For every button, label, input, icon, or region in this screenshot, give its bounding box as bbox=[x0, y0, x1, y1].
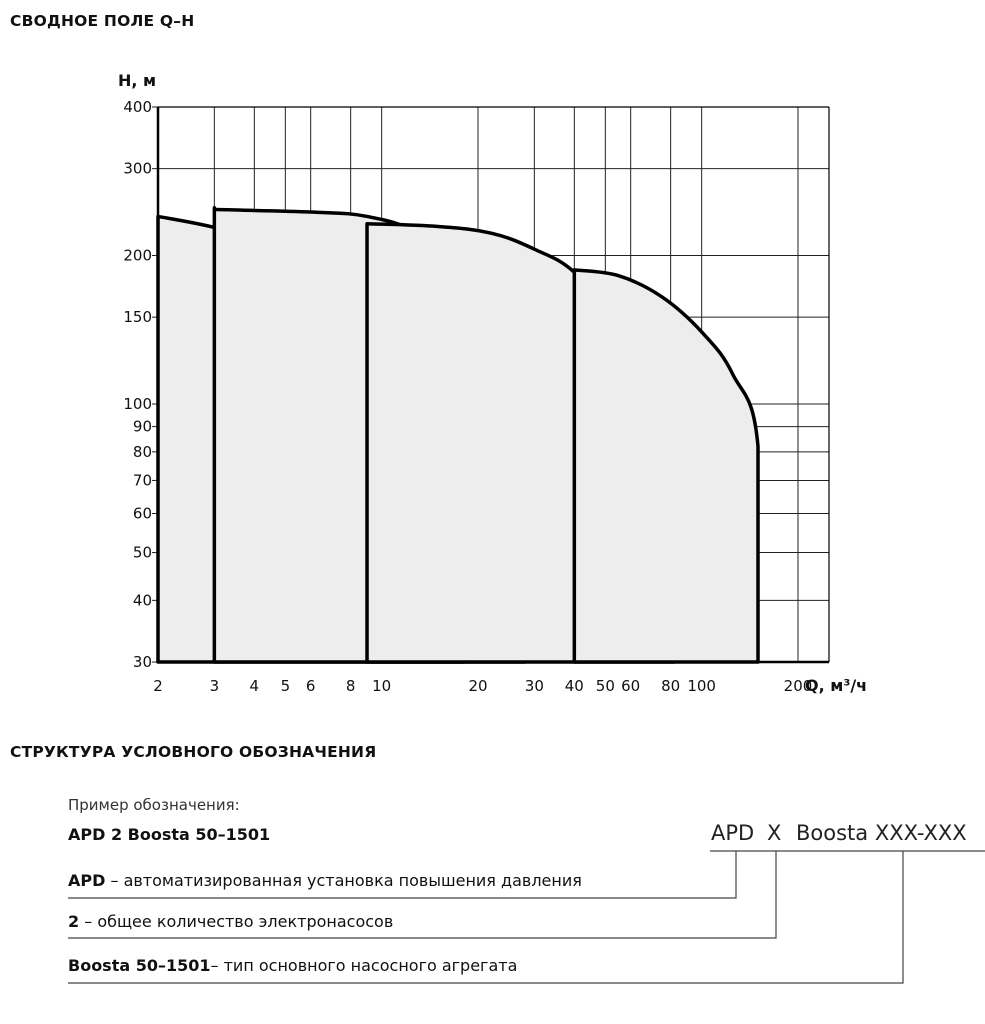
y-tick-labels bbox=[123, 98, 152, 671]
y-tick-label: 30 bbox=[132, 653, 152, 671]
y-tick-label: 70 bbox=[132, 471, 152, 490]
x-tick-label: 30 bbox=[524, 677, 544, 695]
x-tick-label: 5 bbox=[280, 677, 291, 695]
y-tick-label: 100 bbox=[123, 395, 152, 414]
x-tick-label: 8 bbox=[345, 677, 356, 695]
x-axis-label: Q, м³/ч bbox=[805, 676, 868, 695]
designation-row-apd bbox=[68, 871, 582, 890]
row-key: 2 bbox=[68, 912, 80, 931]
y-tick-label: 400 bbox=[123, 98, 152, 116]
y-tick-label: 50 bbox=[132, 543, 152, 562]
row-text: – тип основного насосного агрегата bbox=[210, 956, 518, 975]
chart-areas bbox=[158, 208, 758, 662]
chart-section-title: СВОДНОЕ ПОЛЕ Q–H bbox=[10, 12, 195, 30]
x-tick-labels bbox=[153, 677, 812, 695]
y-axis-label: H, м bbox=[118, 71, 157, 90]
row-text: – автоматизированная установка повышения давления bbox=[105, 871, 582, 890]
x-tick-label: 60 bbox=[621, 677, 641, 695]
y-tick-label: 40 bbox=[132, 591, 152, 610]
x-tick-label: 40 bbox=[564, 677, 584, 695]
x-tick-label: 80 bbox=[661, 677, 681, 695]
pattern-apd: APD bbox=[711, 821, 755, 845]
designation-section-title: СТРУКТУРА УСЛОВНОГО ОБОЗНАЧЕНИЯ bbox=[10, 743, 377, 761]
x-tick-label: 10 bbox=[372, 677, 392, 695]
row-text: – общее количество электронасосов bbox=[79, 912, 394, 931]
x-tick-label: 3 bbox=[209, 677, 220, 695]
pattern-x: X bbox=[767, 821, 782, 845]
area-field-4 bbox=[574, 270, 758, 662]
x-tick-label: 50 bbox=[595, 677, 615, 695]
x-tick-label: 6 bbox=[305, 677, 316, 695]
y-tick-label: 90 bbox=[132, 417, 152, 436]
y-tick-label: 300 bbox=[123, 159, 152, 178]
x-tick-label: 200 bbox=[783, 677, 813, 695]
x-tick-label: 20 bbox=[468, 677, 488, 695]
row-key: Boosta 50–1501 bbox=[68, 956, 211, 975]
y-tick-label: 60 bbox=[132, 504, 152, 523]
row-key: APD bbox=[68, 871, 106, 890]
y-tick-label: 150 bbox=[123, 308, 152, 327]
y-tick-label: 80 bbox=[132, 442, 152, 461]
pattern-boosta: Boosta XXX-XXX bbox=[796, 821, 967, 845]
designation-row-type bbox=[68, 956, 517, 975]
y-tick-label: 200 bbox=[123, 246, 152, 265]
x-tick-label: 2 bbox=[153, 677, 163, 695]
example-label: Пример обозначения: bbox=[68, 796, 240, 814]
x-tick-label: 100 bbox=[687, 677, 716, 695]
example-code: APD 2 Boosta 50–1501 bbox=[68, 825, 271, 844]
designation-row-count bbox=[68, 912, 393, 931]
x-tick-label: 4 bbox=[249, 677, 260, 695]
